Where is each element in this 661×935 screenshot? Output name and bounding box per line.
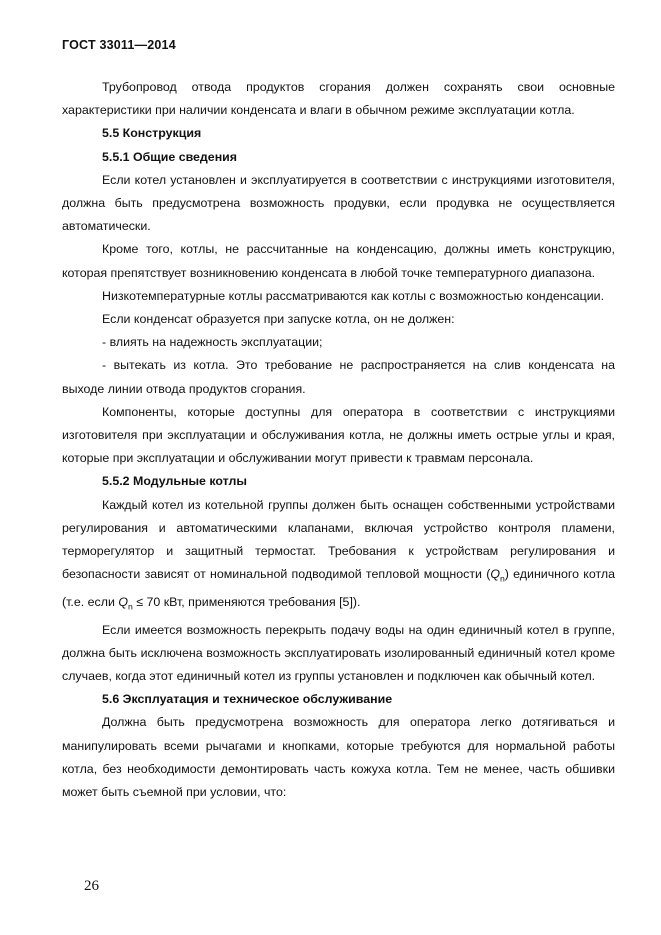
page-body <box>62 76 615 804</box>
text-run: Каждый котел из котельной группы должен быть оснащен собственными устройствами регулирования и автоматическими клапанами, включая устройство контроля пламени, терморегулятор и защитный термостат. Требования к устройствам регулирования и безопасности зависят от номинальной подводимой тепловой мощности ( <box>62 497 615 582</box>
section-heading-5-6: 5.6 Эксплуатация и техническое обслуживание <box>102 692 393 707</box>
paragraph: Низкотемпературные котлы рассматриваются как котлы с возможностью конденсации. <box>102 288 605 303</box>
section-heading-5-5-1: 5.5.1 Общие сведения <box>102 149 238 164</box>
section-heading-5-5-2: 5.5.2 Модульные котлы <box>102 474 248 489</box>
document-header: ГОСТ 33011—2014 <box>62 38 176 52</box>
paragraph <box>62 494 615 619</box>
formula-q: Q <box>490 567 500 582</box>
formula-subscript: n <box>127 601 133 612</box>
section-heading-5-5: 5.5 Конструкция <box>102 126 202 141</box>
page-number: 26 <box>84 878 99 894</box>
formula-q: Q <box>118 594 128 609</box>
list-item: - влиять на надежность эксплуатации; <box>102 335 323 350</box>
paragraph: Кроме того, котлы, не рассчитанные на конденсацию, должны иметь конструкцию, которая препятствует возникновению конденсата в любой точке температурного диапазона. <box>62 242 615 280</box>
paragraph: Если котел установлен и эксплуатируется в соответствии с инструкциями изготовителя, должна быть предусмотрена возможность продувки, если продувка не осуществляется автоматически. <box>62 172 615 234</box>
paragraph: Если конденсат образуется при запуске котла, он не должен: <box>102 312 455 327</box>
text-run: ) единичного котла (т.е. если <box>62 567 615 609</box>
list-item: - вытекать из котла. Это требование не распространяется на слив конденсата на выходе линии отвода продуктов сгорания. <box>62 358 615 396</box>
paragraph: Трубопровод отвода продуктов сгорания должен сохранять свои основные характеристики при наличии конденсата и влаги в обычном режиме эксплуатации котла. <box>62 80 615 118</box>
text-run: ≤ 70 кВт, применяются требования [5]). <box>132 594 361 609</box>
paragraph: Если имеется возможность перекрыть подачу воды на один единичный котел в группе, должна быть исключена возможность эксплуатировать изолированный единичный котел кроме случаев, когда этот единичный котел из группы установлен и подключен как обычный котел. <box>62 622 615 684</box>
formula-subscript: n <box>499 573 505 584</box>
paragraph: Должна быть предусмотрена возможность для оператора легко дотягиваться и манипулировать всеми рычагами и кнопками, которые требуются для нормальной работы котла, без необходимости демонтировать часть кожуха котла. Тем не менее, часть обшивки может быть съемной при условии, что: <box>62 715 615 800</box>
paragraph: Компоненты, которые доступны для оператора в соответствии с инструкциями изготовителя при эксплуатации и обслуживания котла, не должны иметь острые углы и края, которые при эксплуатации и обслуживании могут привести к травмам персонала. <box>62 404 615 466</box>
